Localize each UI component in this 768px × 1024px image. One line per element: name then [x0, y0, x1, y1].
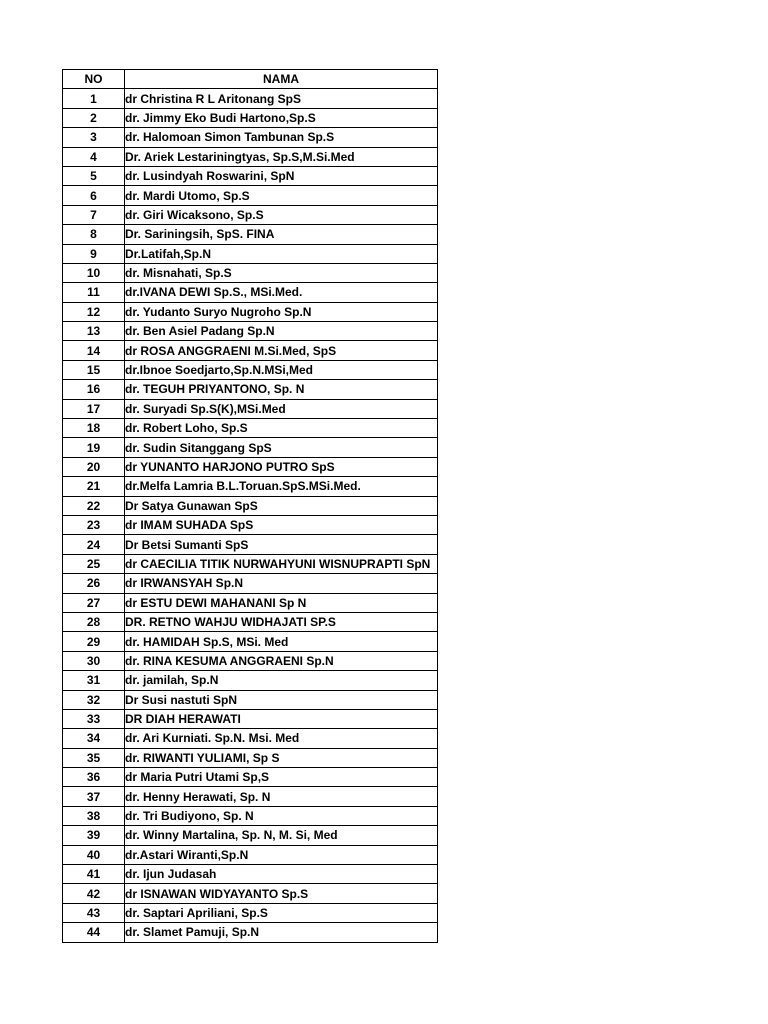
- row-number: 42: [63, 884, 125, 903]
- row-number: 31: [63, 671, 125, 690]
- row-number: 21: [63, 477, 125, 496]
- row-number: 28: [63, 612, 125, 631]
- table-row: [63, 651, 438, 670]
- doctor-name: dr. Saptari Apriliani, Sp.S: [125, 903, 438, 922]
- table-row: [63, 690, 438, 709]
- table-row: [63, 554, 438, 573]
- table-row: [63, 438, 438, 457]
- row-number: 39: [63, 826, 125, 845]
- table-row: [63, 535, 438, 554]
- row-number: 6: [63, 186, 125, 205]
- table-row: [63, 89, 438, 108]
- row-number: 3: [63, 128, 125, 147]
- table-row: [63, 632, 438, 651]
- doctor-name: dr YUNANTO HARJONO PUTRO SpS: [125, 457, 438, 476]
- table-row: [63, 457, 438, 476]
- row-number: 25: [63, 554, 125, 573]
- table-row: [63, 768, 438, 787]
- row-number: 19: [63, 438, 125, 457]
- doctor-name: dr. Ijun Judasah: [125, 865, 438, 884]
- doctor-name: dr Christina R L Aritonang SpS: [125, 89, 438, 108]
- doctor-name: Dr. Sariningsih, SpS. FINA: [125, 225, 438, 244]
- row-number: 7: [63, 205, 125, 224]
- doctor-name: dr ISNAWAN WIDYAYANTO Sp.S: [125, 884, 438, 903]
- doctor-name: dr IMAM SUHADA SpS: [125, 515, 438, 534]
- doctor-name: Dr Satya Gunawan SpS: [125, 496, 438, 515]
- table-row: [63, 108, 438, 127]
- table-row: [63, 302, 438, 321]
- row-number: 27: [63, 593, 125, 612]
- doctor-name: dr. jamilah, Sp.N: [125, 671, 438, 690]
- row-number: 26: [63, 574, 125, 593]
- doctor-name: dr. Lusindyah Roswarini, SpN: [125, 166, 438, 185]
- doctor-name: dr. Ben Asiel Padang Sp.N: [125, 322, 438, 341]
- doctor-name: dr.Astari Wiranti,Sp.N: [125, 845, 438, 864]
- doctor-list-table: [62, 69, 438, 943]
- doctor-name: DR. RETNO WAHJU WIDHAJATI SP.S: [125, 612, 438, 631]
- row-number: 22: [63, 496, 125, 515]
- doctor-name: dr. RINA KESUMA ANGGRAENI Sp.N: [125, 651, 438, 670]
- table-row: [63, 709, 438, 728]
- doctor-name: dr. Slamet Pamuji, Sp.N: [125, 923, 438, 942]
- table-row: [63, 593, 438, 612]
- table-row: [63, 283, 438, 302]
- table-row: [63, 574, 438, 593]
- header-nama: NAMA: [125, 70, 438, 89]
- table-row: [63, 748, 438, 767]
- row-number: 2: [63, 108, 125, 127]
- table-row: [63, 903, 438, 922]
- doctor-name: Dr Susi nastuti SpN: [125, 690, 438, 709]
- doctor-name: dr. Sudin Sitanggang SpS: [125, 438, 438, 457]
- doctor-name: dr. Robert Loho, Sp.S: [125, 419, 438, 438]
- table-row: [63, 515, 438, 534]
- row-number: 44: [63, 923, 125, 942]
- row-number: 14: [63, 341, 125, 360]
- table-row: [63, 729, 438, 748]
- table-row: [63, 166, 438, 185]
- table-row: [63, 826, 438, 845]
- table-row: [63, 612, 438, 631]
- table-row: [63, 205, 438, 224]
- doctor-name: dr. Winny Martalina, Sp. N, M. Si, Med: [125, 826, 438, 845]
- table-row: [63, 477, 438, 496]
- row-number: 36: [63, 768, 125, 787]
- row-number: 23: [63, 515, 125, 534]
- doctor-name: dr.Ibnoe Soedjarto,Sp.N.MSi,Med: [125, 360, 438, 379]
- row-number: 29: [63, 632, 125, 651]
- doctor-name: dr. HAMIDAH Sp.S, MSi. Med: [125, 632, 438, 651]
- row-number: 18: [63, 419, 125, 438]
- table-row: [63, 419, 438, 438]
- table-row: [63, 399, 438, 418]
- doctor-name: dr. Jimmy Eko Budi Hartono,Sp.S: [125, 108, 438, 127]
- table-row: [63, 360, 438, 379]
- table-row: [63, 341, 438, 360]
- doctor-name: dr. Mardi Utomo, Sp.S: [125, 186, 438, 205]
- header-no: NO: [63, 70, 125, 89]
- doctor-name: dr. Giri Wicaksono, Sp.S: [125, 205, 438, 224]
- row-number: 1: [63, 89, 125, 108]
- doctor-name: DR DIAH HERAWATI: [125, 709, 438, 728]
- row-number: 37: [63, 787, 125, 806]
- row-number: 34: [63, 729, 125, 748]
- table-row: [63, 322, 438, 341]
- row-number: 40: [63, 845, 125, 864]
- doctor-name: dr CAECILIA TITIK NURWAHYUNI WISNUPRAPTI SpN: [125, 554, 438, 573]
- row-number: 9: [63, 244, 125, 263]
- row-number: 15: [63, 360, 125, 379]
- table-row: [63, 496, 438, 515]
- doctor-name: dr. Tri Budiyono, Sp. N: [125, 806, 438, 825]
- doctor-name: dr. RIWANTI YULIAMI, Sp S: [125, 748, 438, 767]
- table-row: [63, 380, 438, 399]
- row-number: 16: [63, 380, 125, 399]
- row-number: 38: [63, 806, 125, 825]
- row-number: 17: [63, 399, 125, 418]
- table-row: [63, 787, 438, 806]
- doctor-name: dr ROSA ANGGRAENI M.Si.Med, SpS: [125, 341, 438, 360]
- row-number: 4: [63, 147, 125, 166]
- table-row: [63, 147, 438, 166]
- row-number: 33: [63, 709, 125, 728]
- doctor-name: dr. Henny Herawati, Sp. N: [125, 787, 438, 806]
- header-row: [63, 70, 438, 89]
- doctor-name: Dr Betsi Sumanti SpS: [125, 535, 438, 554]
- row-number: 5: [63, 166, 125, 185]
- table-row: [63, 865, 438, 884]
- table-row: [63, 186, 438, 205]
- table-row: [63, 806, 438, 825]
- row-number: 11: [63, 283, 125, 302]
- table-row: [63, 128, 438, 147]
- table-row: [63, 263, 438, 282]
- table-row: [63, 923, 438, 942]
- table-row: [63, 671, 438, 690]
- row-number: 30: [63, 651, 125, 670]
- doctor-name: dr ESTU DEWI MAHANANI Sp N: [125, 593, 438, 612]
- row-number: 10: [63, 263, 125, 282]
- table-body: [63, 89, 438, 942]
- doctor-name: dr Maria Putri Utami Sp,S: [125, 768, 438, 787]
- table-row: [63, 845, 438, 864]
- doctor-name: dr. Misnahati, Sp.S: [125, 263, 438, 282]
- doctor-name: Dr.Latifah,Sp.N: [125, 244, 438, 263]
- row-number: 43: [63, 903, 125, 922]
- row-number: 8: [63, 225, 125, 244]
- doctor-name: Dr. Ariek Lestariningtyas, Sp.S,M.Si.Med: [125, 147, 438, 166]
- table-row: [63, 225, 438, 244]
- table-row: [63, 244, 438, 263]
- doctor-name: dr.Melfa Lamria B.L.Toruan.SpS.MSi.Med.: [125, 477, 438, 496]
- doctor-name: dr.IVANA DEWI Sp.S., MSi.Med.: [125, 283, 438, 302]
- row-number: 41: [63, 865, 125, 884]
- doctor-name: dr. Halomoan Simon Tambunan Sp.S: [125, 128, 438, 147]
- row-number: 24: [63, 535, 125, 554]
- doctor-name: dr. Yudanto Suryo Nugroho Sp.N: [125, 302, 438, 321]
- row-number: 20: [63, 457, 125, 476]
- doctor-name: dr. TEGUH PRIYANTONO, Sp. N: [125, 380, 438, 399]
- table-row: [63, 884, 438, 903]
- doctor-name: dr. Suryadi Sp.S(K),MSi.Med: [125, 399, 438, 418]
- doctor-name: dr. Ari Kurniati. Sp.N. Msi. Med: [125, 729, 438, 748]
- row-number: 32: [63, 690, 125, 709]
- row-number: 12: [63, 302, 125, 321]
- row-number: 13: [63, 322, 125, 341]
- doctor-name: dr IRWANSYAH Sp.N: [125, 574, 438, 593]
- row-number: 35: [63, 748, 125, 767]
